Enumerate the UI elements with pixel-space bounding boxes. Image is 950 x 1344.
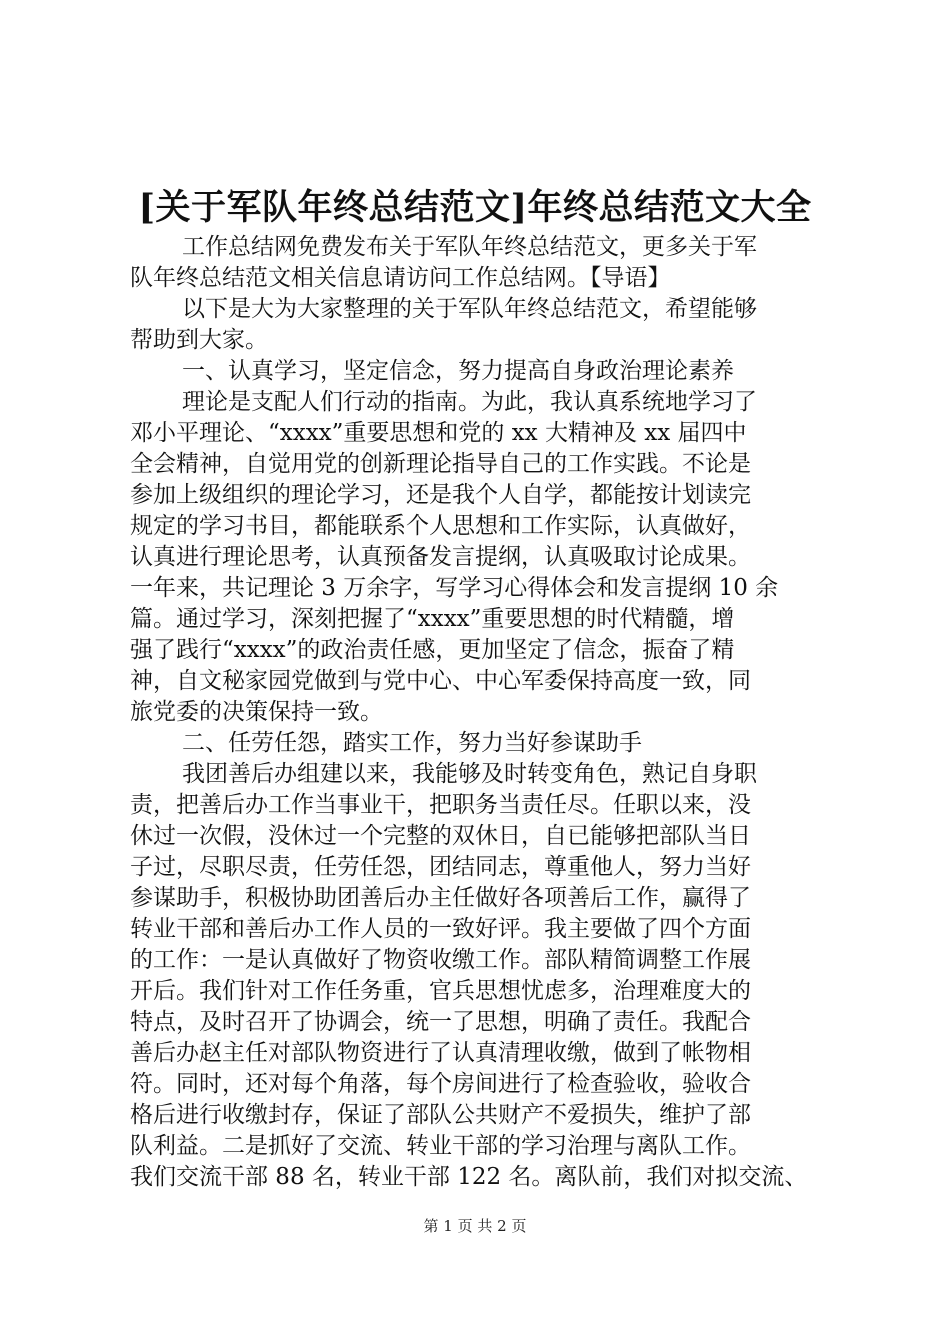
page-number-footer: 第 1 页 共 2 页 <box>423 1217 527 1235</box>
paragraph-line: 我们交流干部 88 名，转业干部 122 名。离队前，我们对拟交流、 <box>130 1164 808 1190</box>
paragraph-line: 强了践行“xxxx”的政治责任感，更加坚定了信念，振奋了精 <box>130 637 735 663</box>
paragraph-line: 责，把善后办工作当事业干，把职务当责任尽。任职以来，没 <box>130 792 751 818</box>
paragraph-line: 参谋助手，积极协助团善后办主任做好各项善后工作，赢得了 <box>130 885 751 911</box>
paragraph-line: 一年来，共记理论 3 万余字，写学习心得体会和发言提纲 10 余 <box>130 575 779 601</box>
paragraph-line: 转业干部和善后办工作人员的一致好评。我主要做了四个方面 <box>130 916 751 942</box>
paragraph-line: 特点，及时召开了协调会，统一了思想，明确了责任。我配合 <box>130 1009 751 1035</box>
paragraph-line: 全会精神，自觉用党的创新理论指导自己的工作实践。不论是 <box>130 451 751 477</box>
paragraph-line: 子过，尽职尽责，任劳任怨，团结同志，尊重他人，努力当好 <box>130 854 751 880</box>
paragraph-line: 符。同时，还对每个角落，每个房间进行了检查验收，验收合 <box>130 1071 751 1097</box>
paragraph-line: 帮助到大家。 <box>130 327 268 353</box>
paragraph-line: 认真进行理论思考，认真预备发言提纲，认真吸取讨论成果。 <box>130 544 751 570</box>
paragraph-line: 篇。通过学习，深刻把握了“xxxx”重要思想的时代精髓，增 <box>130 606 735 632</box>
paragraph-line: 规定的学习书目，都能联系个人思想和工作实际，认真做好， <box>130 513 751 539</box>
paragraph-line: 参加上级组织的理论学习，还是我个人自学，都能按计划读完 <box>130 482 751 508</box>
document-body <box>130 232 836 1193</box>
paragraph-line: 开后。我们针对工作任务重，官兵思想忧虑多，治理难度大的 <box>130 978 751 1004</box>
paragraph-line: 格后进行收缴封存，保证了部队公共财产不爱损失，维护了部 <box>130 1102 751 1128</box>
paragraph-line: 理论是支配人们行动的指南。为此，我认真系统地学习了 <box>182 389 757 415</box>
paragraph-line: 队利益。二是抓好了交流、转业干部的学习治理与离队工作。 <box>130 1133 751 1159</box>
paragraph-line: 善后办赵主任对部队物资进行了认真清理收缴，做到了帐物相 <box>130 1040 751 1066</box>
paragraph-line: 的工作：一是认真做好了物资收缴工作。部队精简调整工作展 <box>130 947 751 973</box>
paragraph-line: 邓小平理论、“xxxx”重要思想和党的 xx 大精神及 xx 届四中 <box>130 420 747 446</box>
paragraph-line: 工作总结网免费发布关于军队年终总结范文，更多关于军 <box>182 234 757 260</box>
paragraph-line: 神，自文秘家园党做到与党中心、中心军委保持高度一致，同 <box>130 668 751 694</box>
section-heading: 二、任劳任怨，踏实工作，努力当好参谋助手 <box>182 730 642 756</box>
paragraph-line: 旅党委的决策保持一致。 <box>130 699 383 725</box>
paragraph-line: 以下是大为大家整理的关于军队年终总结范文，希望能够 <box>182 296 757 322</box>
document-title: [关于军队年终总结范文]年终总结范文大全 <box>138 187 812 228</box>
paragraph-line: 休过一次假，没休过一个完整的双休日，自已能够把部队当日 <box>130 823 751 849</box>
paragraph-line: 队年终总结范文相关信息请访问工作总结网。【导语】 <box>130 265 671 291</box>
paragraph-line: 我团善后办组建以来，我能够及时转变角色，熟记自身职 <box>182 761 757 787</box>
section-heading: 一、认真学习，坚定信念，努力提高自身政治理论素养 <box>182 358 734 384</box>
